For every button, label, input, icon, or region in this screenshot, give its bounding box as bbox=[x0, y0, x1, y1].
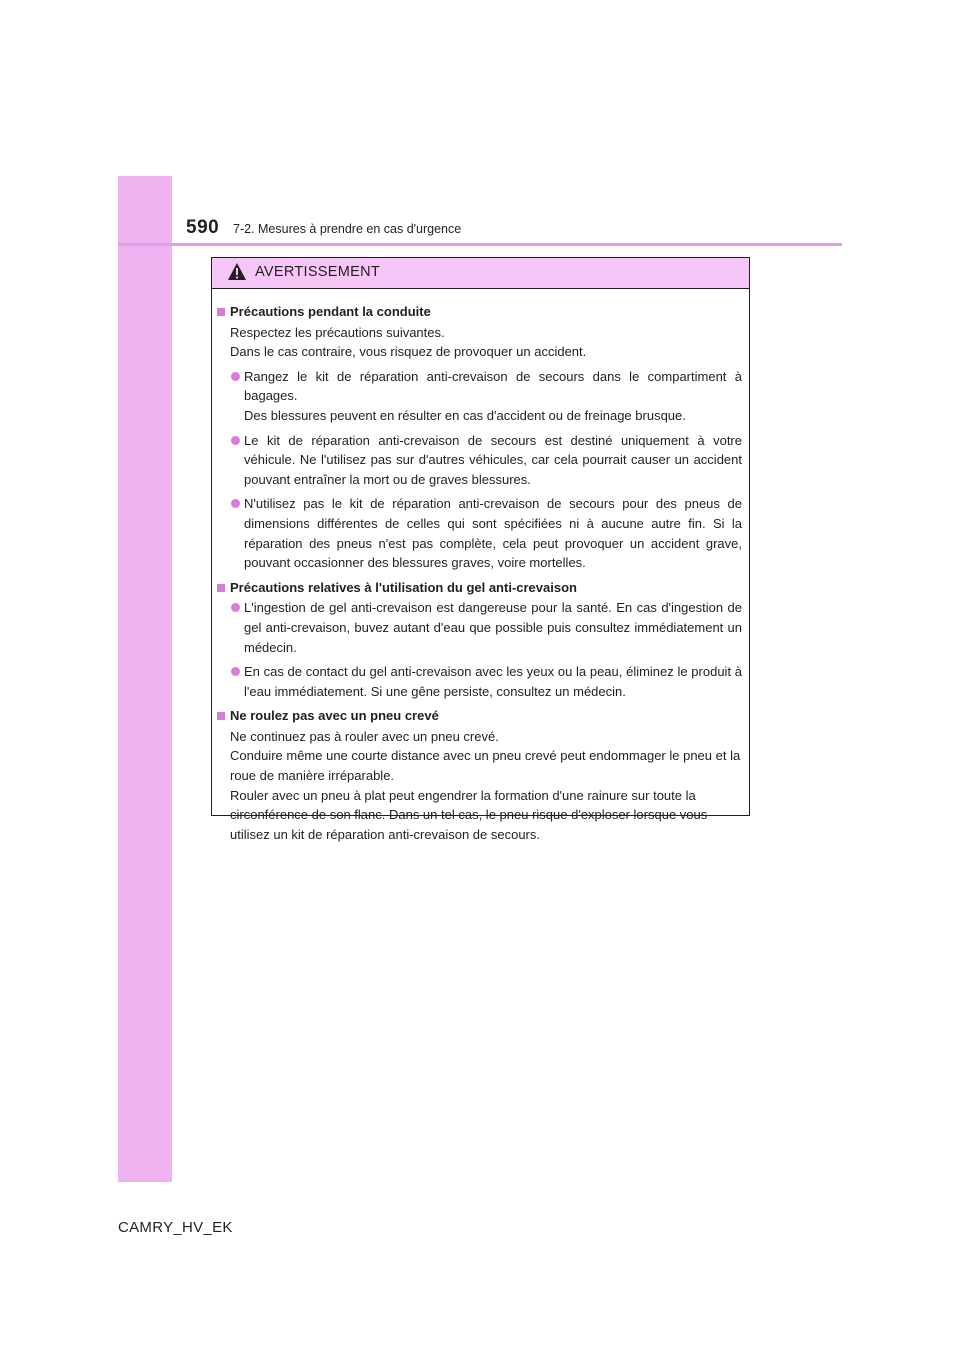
section-title: 7-2. Mesures à prendre en cas d'urgence bbox=[233, 222, 462, 236]
paragraph-line: Respectez les précautions suivantes. bbox=[230, 324, 445, 340]
round-bullet-icon bbox=[231, 372, 240, 381]
round-bullet-icon bbox=[231, 667, 240, 676]
bullet-item bbox=[230, 431, 742, 490]
bullet-line: En cas de contact du gel anti-crevaison avec les yeux ou la peau, éliminez le produit à l'eau immédiatement. Si une gêne persiste, consultez un médecin. bbox=[244, 664, 742, 699]
bullet-line: Le kit de réparation anti-crevaison de secours est destiné uniquement à votre véhicule. Ne l'utilisez pas sur d'autres véhicules, car cela pourrait causer un accident pouvant entraîner la mort ou de graves blessures. bbox=[244, 432, 742, 487]
square-bullet-icon bbox=[217, 712, 225, 720]
section-paragraph bbox=[230, 323, 742, 362]
section-heading-text: Précautions pendant la conduite bbox=[230, 304, 431, 319]
section-heading-text: Précautions relatives à l'utilisation du gel anti-crevaison bbox=[230, 579, 577, 595]
bullet-text bbox=[244, 431, 742, 490]
warning-body bbox=[212, 289, 749, 844]
square-bullet-icon bbox=[217, 584, 225, 592]
page-number: 590 bbox=[186, 217, 220, 238]
section-paragraph bbox=[230, 727, 742, 845]
bullet-line: Rangez le kit de réparation anti-crevaison de secours dans le compartiment à bagages. bbox=[244, 368, 742, 404]
bullet-text bbox=[244, 367, 742, 426]
header-rule bbox=[118, 243, 842, 246]
bullet-item bbox=[230, 494, 742, 572]
bullet-item bbox=[230, 662, 742, 701]
round-bullet-icon bbox=[231, 499, 240, 508]
bullet-text bbox=[244, 494, 742, 572]
paragraph-line: Conduire même une courte distance avec un pneu crevé peut endommager le pneu et la roue de manière irréparable. bbox=[230, 748, 741, 784]
paragraph-line: Dans le cas contraire, vous risquez de provoquer un accident. bbox=[230, 344, 587, 360]
round-bullet-icon bbox=[231, 436, 240, 445]
model-code: CAMRY_HV_EK bbox=[118, 1219, 233, 1236]
square-bullet-icon bbox=[217, 308, 225, 316]
warning-box bbox=[211, 257, 750, 842]
chapter-sidebar-tab bbox=[118, 176, 172, 1182]
section-heading bbox=[217, 578, 742, 598]
section-heading bbox=[217, 706, 742, 726]
bullet-text bbox=[244, 662, 742, 701]
bullet-item bbox=[230, 367, 742, 426]
bullet-line: N'utilisez pas le kit de réparation anti-crevaison de secours pour des pneus de dimensions différentes de celles qui sont spécifiées ni à aucune autre fin. Si la réparation des pneus n'est pas complète, cela peut provoquer un accident grave, pouvant occasionner des blessures graves, voire mortelles. bbox=[244, 496, 742, 571]
paragraph-line: Rouler avec un pneu à plat peut engendrer la formation d'une rainure sur toute la circonférence de son flanc. Dans un tel cas, le pneu risque d'exploser lorsque vous utilisez un kit de réparation anti-crevaison de secours. bbox=[230, 787, 708, 842]
section-heading-text: Ne roulez pas avec un pneu crevé bbox=[230, 708, 439, 724]
section-heading bbox=[217, 302, 742, 322]
bullet-text bbox=[244, 598, 742, 657]
paragraph-line: Ne continuez pas à rouler avec un pneu crevé. bbox=[230, 728, 499, 744]
round-bullet-icon bbox=[231, 603, 240, 612]
bullet-item bbox=[230, 598, 742, 657]
warning-title: AVERTISSEMENT bbox=[255, 264, 381, 280]
warning-header bbox=[212, 258, 749, 289]
bullet-line: Des blessures peuvent en résulter en cas d'accident ou de freinage brusque. bbox=[244, 407, 686, 423]
warning-triangle-icon bbox=[227, 262, 247, 286]
bullet-line: L'ingestion de gel anti-crevaison est dangereuse pour la santé. En cas d'ingestion de gel anti-crevaison, buvez autant d'eau que possible puis consultez immédiatement un médecin. bbox=[244, 600, 742, 655]
